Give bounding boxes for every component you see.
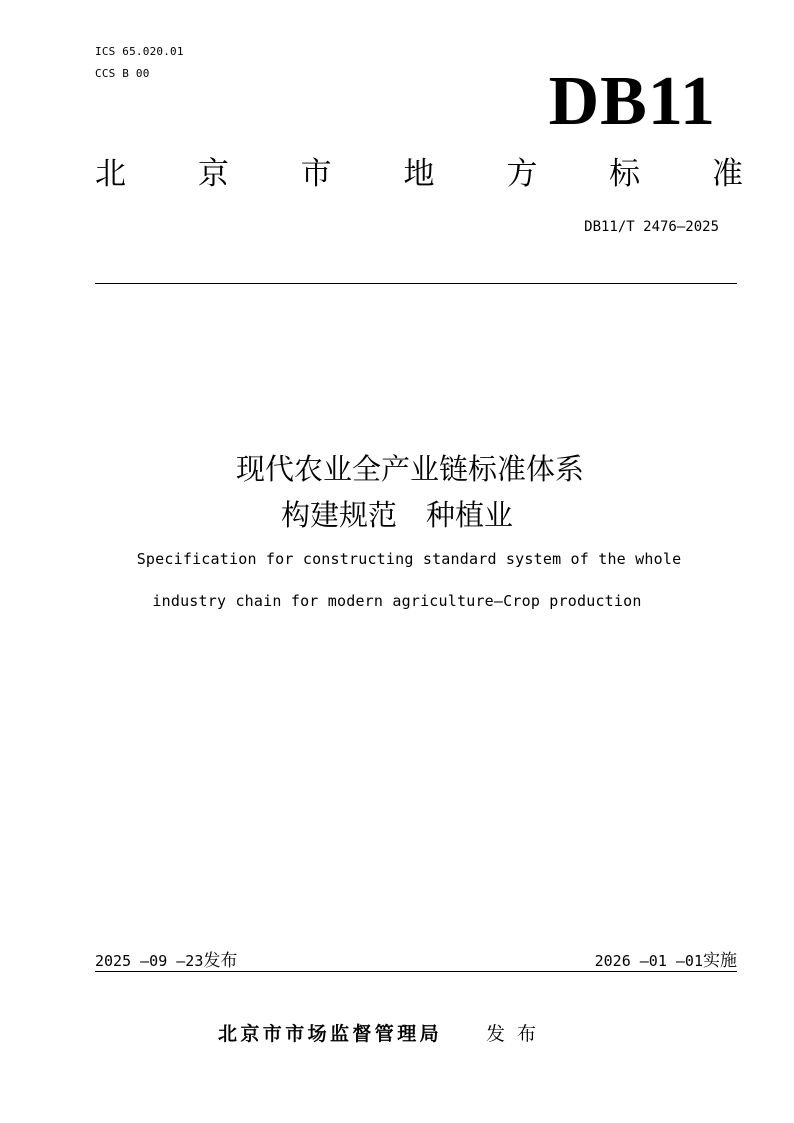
implementation-label: 实施 xyxy=(703,951,737,971)
standard-type-char: 地 xyxy=(403,156,435,192)
issuer-name: 北京市市场监督管理局 xyxy=(218,1023,443,1045)
title-en-line-2: industry chain for modern agriculture—Crop production xyxy=(152,592,642,610)
standard-type-char: 标 xyxy=(609,156,641,192)
issuer-action: 发布 xyxy=(486,1023,549,1045)
title-zh-line-2: 构建规范 种植业 xyxy=(280,498,513,532)
standard-type-char: 北 xyxy=(95,156,126,192)
title-zh-line-1: 现代农业全产业链标准体系 xyxy=(235,452,584,486)
title-en-line-1: Specification for constructing standard system of the whole xyxy=(136,550,682,568)
implementation-date: 2026 —01 —01 xyxy=(594,952,703,970)
header-divider xyxy=(95,283,737,284)
ccs-code: CCS B 00 xyxy=(95,67,150,80)
classification-codes xyxy=(95,41,184,85)
standard-type-char: 市 xyxy=(300,156,332,192)
standard-type-char: 方 xyxy=(506,156,538,192)
ics-code: ICS 65.020.01 xyxy=(95,45,184,58)
standard-number: DB11/T 2476—2025 xyxy=(584,219,719,235)
issue-label: 发布 xyxy=(203,951,238,971)
standard-type-heading xyxy=(95,150,743,198)
date-divider xyxy=(95,971,737,972)
standard-type-char: 准 xyxy=(711,156,743,192)
issue-date-block xyxy=(95,950,237,972)
issuer-block xyxy=(218,1018,548,1050)
implementation-date-block xyxy=(595,950,737,972)
standard-type-char: 京 xyxy=(197,156,229,192)
db11-logo: DB11 xyxy=(548,63,716,140)
issue-date: 2025 —09 —23 xyxy=(95,952,204,970)
